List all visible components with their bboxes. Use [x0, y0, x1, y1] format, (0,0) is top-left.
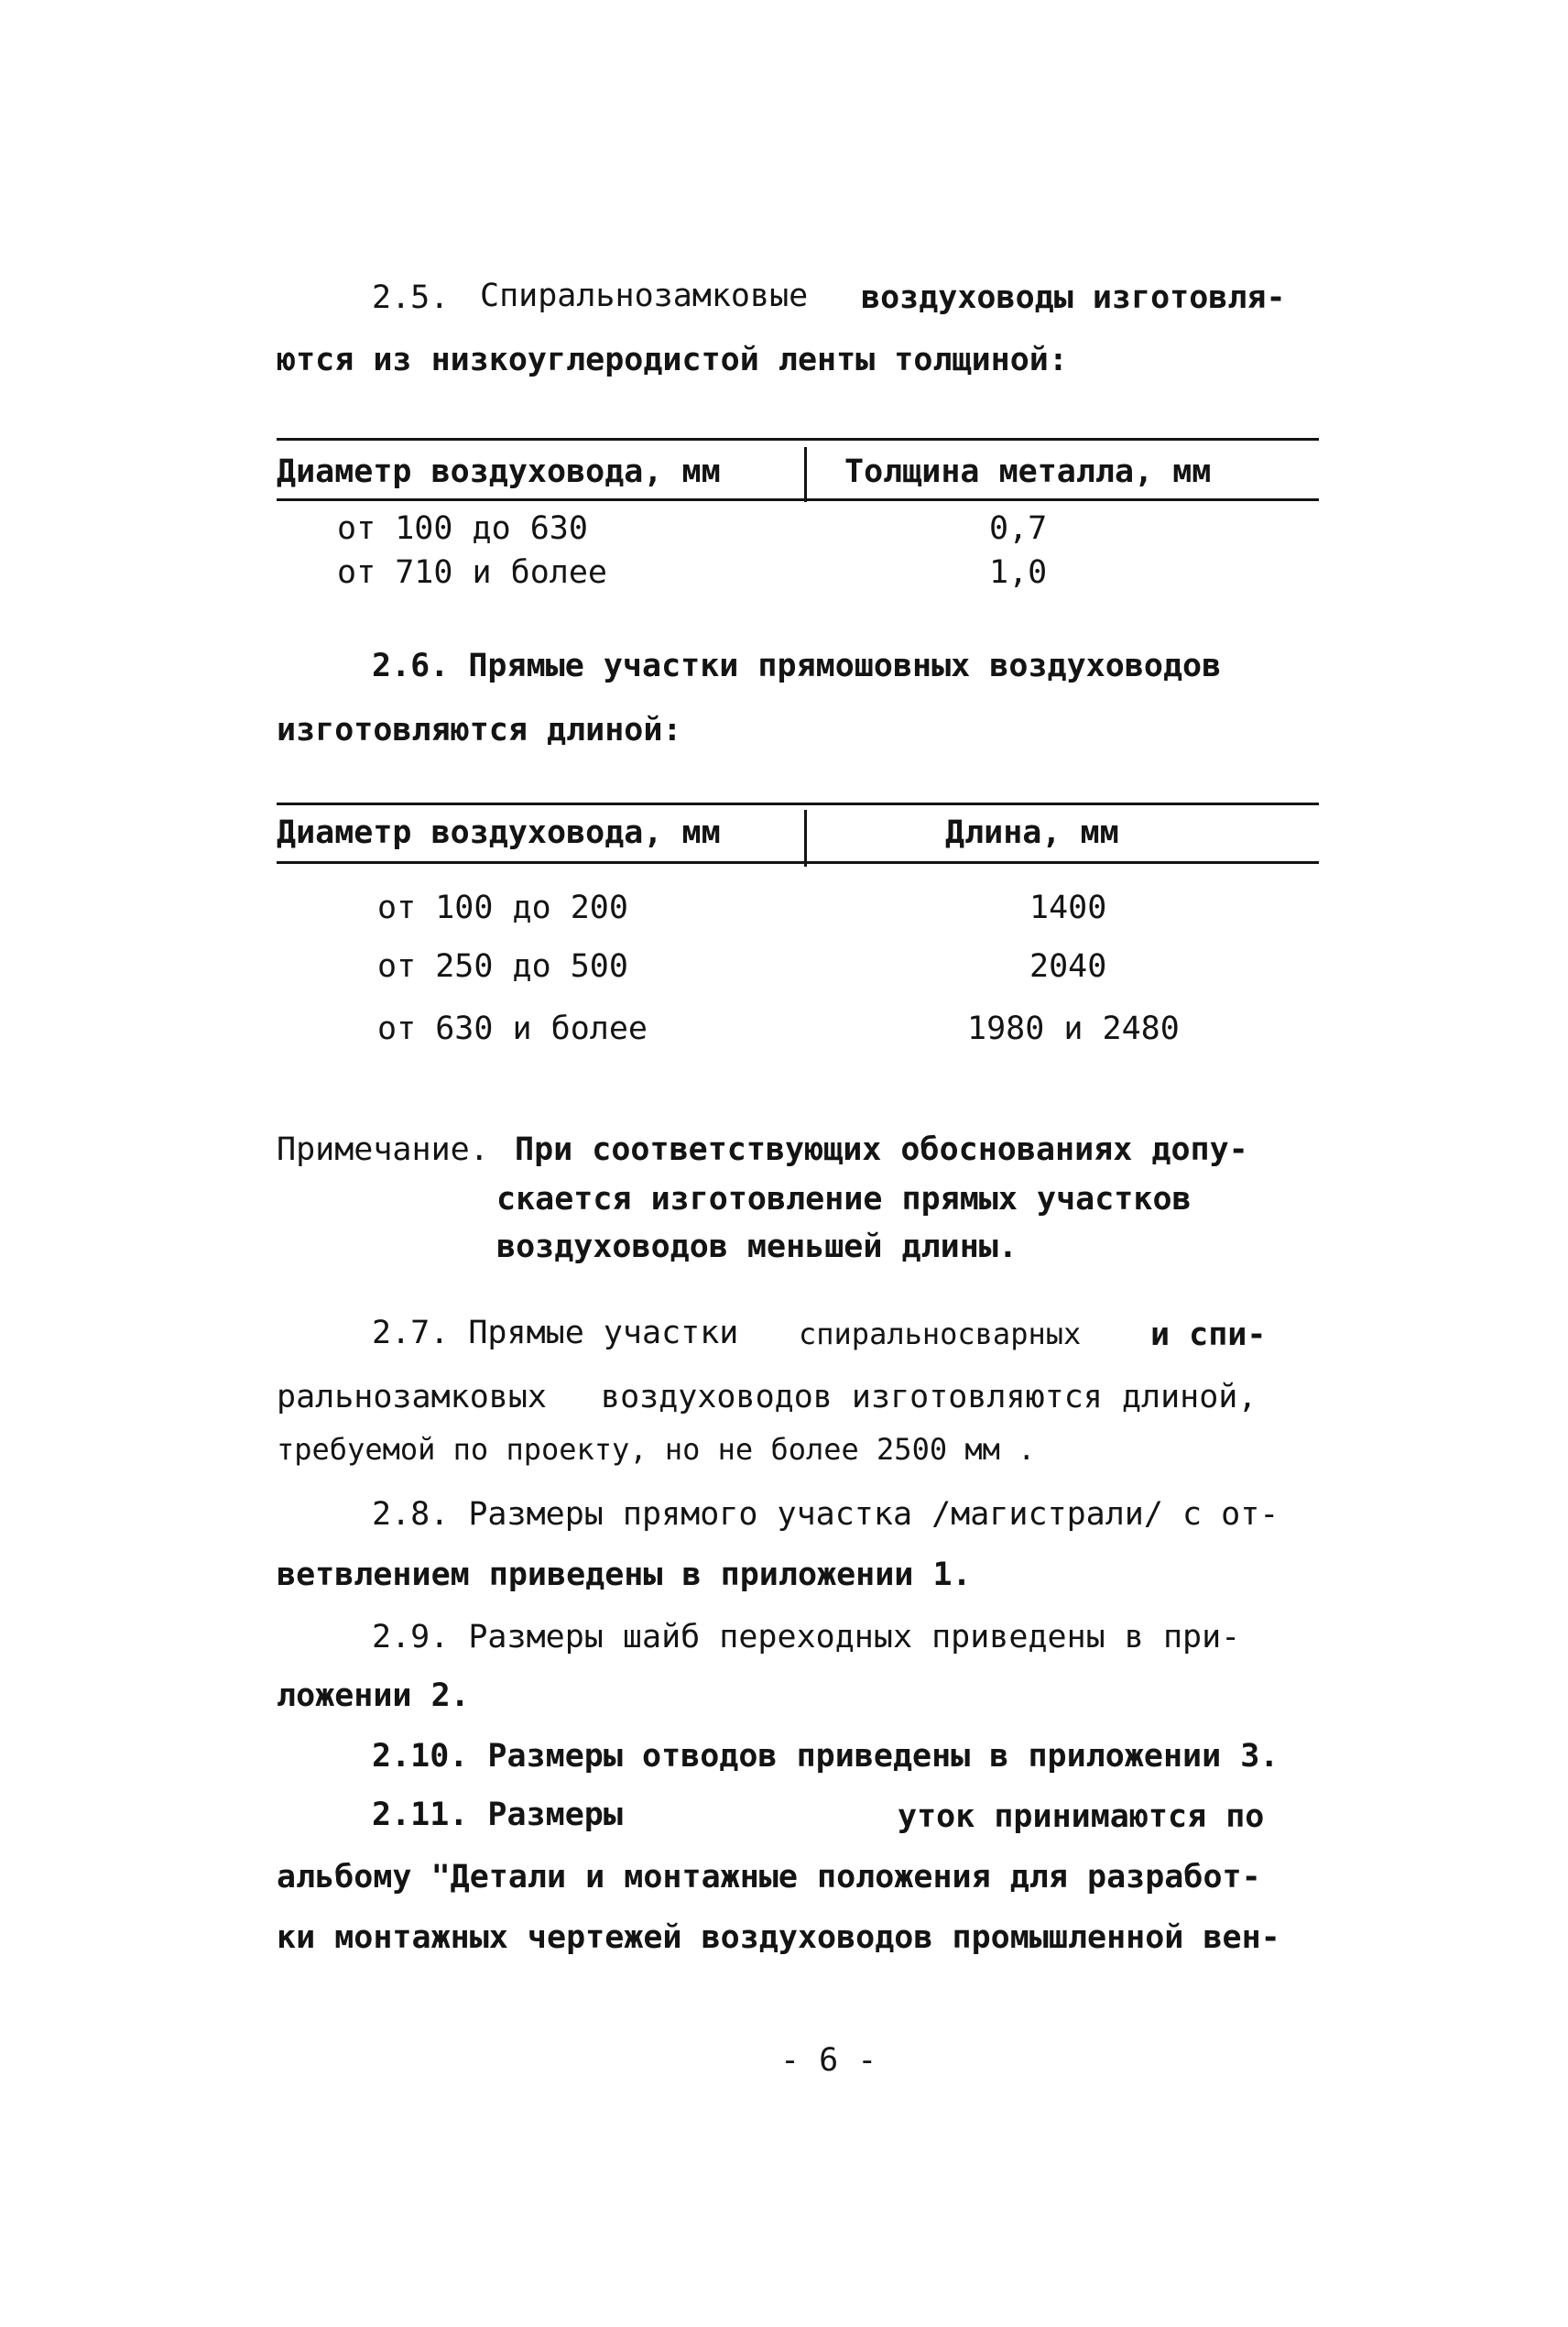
table2-row2-length: 2040 [1029, 948, 1107, 985]
section-2-7-line1b: спиральносварных [799, 1316, 1082, 1351]
table2-header-length: Длина, мм [945, 814, 1119, 851]
section-2-7-line3: требуемой по проекту, но не более 2500 мм . [277, 1432, 1036, 1467]
section-2-7-line1c: и спи- [1150, 1316, 1267, 1353]
table2-row3-length: 1980 и 2480 [967, 1011, 1180, 1047]
table2-top-rule [277, 803, 1319, 805]
section-2-6-line2: изготовляются длиной: [277, 712, 682, 748]
table1-header-thickness: Толщина металла, мм [844, 453, 1212, 490]
table2-row2-diameter: от 250 до 500 [377, 948, 628, 985]
note-line3: воздуховодов меньшей длины. [496, 1229, 1018, 1265]
section-2-8-line1: 2.8. Размеры прямого участка /магистрали/ с от- [372, 1496, 1279, 1533]
section-2-6-line1: 2.6. Прямые участки прямошовных воздуховодов [372, 648, 1222, 684]
table1-column-separator [804, 447, 807, 502]
table1-header-diameter: Диаметр воздуховода, мм [277, 453, 721, 490]
table2-row1-length: 1400 [1029, 890, 1107, 926]
page-number: - 6 - [780, 2042, 877, 2079]
section-2-7-line1a: 2.7. Прямые участки [372, 1315, 739, 1351]
section-2-5-line2: ются из низкоуглеродистой ленты толщиной: [277, 342, 1068, 378]
section-2-5-number: 2.5. [372, 279, 450, 316]
table2-header-diameter: Диаметр воздуховода, мм [277, 814, 721, 851]
table1-row1-diameter: от 100 до 630 [337, 510, 588, 547]
table1-row1-thickness: 0,7 [989, 510, 1048, 547]
note-label: Примечание. [277, 1131, 489, 1168]
section-2-10-line1: 2.10. Размеры отводов приведены в приложении 3. [372, 1738, 1279, 1775]
section-2-7-line2a: ральнозамковых [277, 1379, 548, 1415]
section-2-11-line1b: уток принимаются по [898, 1798, 1265, 1835]
table2-row3-diameter: от 630 и более [377, 1011, 648, 1047]
table2-header-rule [277, 861, 1319, 864]
section-2-5-heading: Спиральнозамковые [480, 278, 809, 314]
section-2-11-line3: ки монтажных чертежей воздуховодов промышленной вен- [277, 1919, 1280, 1956]
table1-row2-diameter: от 710 и более [337, 554, 608, 591]
table1-row2-thickness: 1,0 [989, 554, 1048, 591]
section-2-8-line2: ветвлением приведены в приложении 1. [277, 1557, 972, 1593]
section-2-5-line1-tail: воздуховоды изготовля- [861, 279, 1286, 316]
table2-column-separator [804, 810, 807, 867]
note-line2: скается изготовление прямых участков [496, 1181, 1192, 1218]
section-2-9-line2: ложении 2. [277, 1677, 470, 1714]
section-2-11-line2: альбому "Детали и монтажные положения для разработ- [277, 1859, 1261, 1895]
note-line1: При соответствующих обоснованиях допу- [515, 1131, 1248, 1168]
section-2-9-line1: 2.9. Размеры шайб переходных приведены в при- [372, 1619, 1241, 1655]
table2-row1-diameter: от 100 до 200 [377, 890, 628, 926]
section-2-7-line2b: воздуховодов изготовляются длиной, [601, 1379, 1258, 1415]
table1-header-rule [277, 498, 1319, 501]
section-2-11-line1a: 2.11. Размеры [372, 1797, 623, 1833]
table1-top-rule [277, 438, 1319, 441]
